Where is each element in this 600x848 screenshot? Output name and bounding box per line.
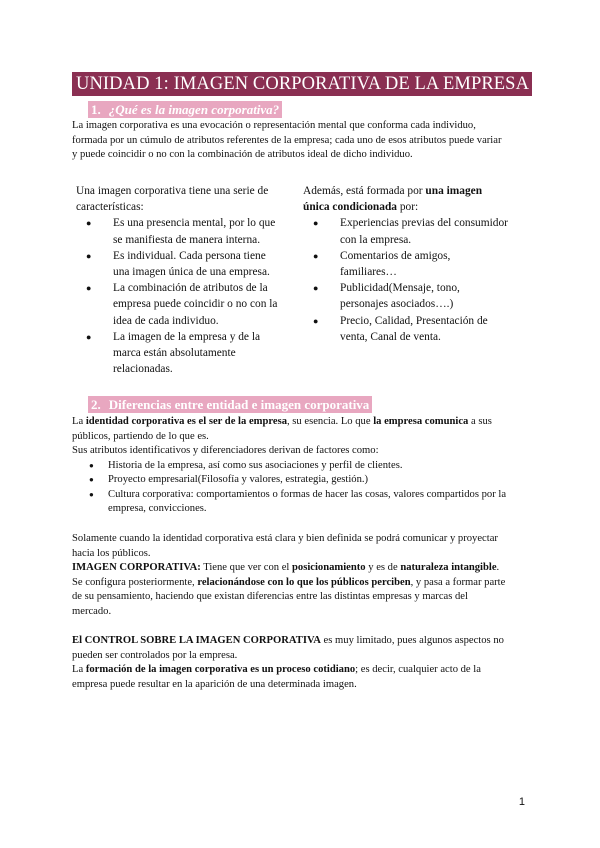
paragraph-line [72, 415, 532, 430]
text-run: , y pasa a formar parte [410, 576, 506, 588]
text-run: y es de [365, 562, 401, 573]
list-item [303, 280, 508, 312]
list-item [303, 215, 508, 247]
text-run: es muy limitado, pues algunos aspectos no [320, 635, 504, 646]
section-1-intro [72, 119, 532, 163]
text-run: a sus [468, 416, 492, 427]
paragraph-line: de su pensamiento, haciendo que existan diferencias entre las distintas empresas y marcas del [72, 591, 468, 602]
identity-paragraph [72, 415, 532, 517]
list-item-line: ● Publicidad(Mensaje, tono, [340, 282, 460, 295]
paragraph-line: Solamente cuando la identidad corporativa está clara y bien definida se podrá comunicar y proyectar [72, 533, 498, 544]
list-item-line: ● Proyecto empresarial(Filosofía y valores, estrategia, gestión.) [108, 474, 369, 485]
list-item-line: familiares… [340, 266, 397, 279]
list-item-line: marca están absolutamente [113, 347, 236, 360]
paragraph-line: empresa puede resultar en la aparición de una determinada imagen. [72, 678, 357, 690]
paragraph-line [72, 561, 532, 576]
list-item [303, 248, 508, 280]
text-run: ; es decir, cualquier acto de la [355, 664, 481, 675]
paragraph-line: públicos, partiendo de lo que es. [72, 430, 209, 442]
text-run: La [72, 664, 86, 675]
paragraph-line [72, 663, 532, 678]
text-run: . [496, 562, 500, 573]
list-item [72, 459, 532, 474]
control-paragraph [72, 634, 532, 692]
paragraph-line: Sus atributos identificativos y diferenciadores derivan de factores como: [72, 445, 379, 456]
list-item-line: personajes asociados….) [340, 298, 454, 311]
intro-line: y puede coincidir o no con la combinación de atributos ideal de dicho individuo. [72, 149, 413, 160]
list-item-line: ● Historia de la empresa, así como sus asociaciones y perfil de clientes. [108, 459, 403, 471]
paragraph-line [72, 634, 532, 649]
bold-run: identidad corporativa es el ser de la empresa [85, 416, 287, 427]
list-item-line: idea de cada individuo. [113, 314, 219, 327]
paragraph-line: pueden ser controlados por la empresa. [72, 649, 238, 661]
factors-list [72, 459, 532, 517]
column-lead [303, 199, 508, 215]
list-item [76, 215, 277, 247]
list-item [76, 329, 277, 378]
column-lead: características: [76, 201, 144, 214]
section-2-heading-text: Diferencias entre entidad e imagen corporativa [108, 397, 370, 412]
lead-prefix: Además, está formada por [303, 185, 426, 197]
bold-run: la empresa comunica [373, 416, 469, 427]
list-item-line: ● Precio, Calidad, Presentación de [340, 314, 488, 327]
paragraph-line [72, 576, 532, 591]
list-item-line: ● Es una presencia mental, por lo que [113, 217, 276, 230]
page-number: 1 [518, 796, 525, 808]
list-item-line: con la empresa. [340, 233, 412, 246]
bold-run: relacionándose con lo que los públicos perciben [197, 576, 411, 588]
list-item-line: ● Es individual. Cada persona tiene [113, 249, 266, 262]
list-item-line: empresa, convicciones. [108, 503, 207, 514]
column-lead [303, 183, 508, 199]
list-item-line: venta, Canal de venta. [340, 330, 441, 343]
section-1-number: 1. [91, 102, 101, 117]
list-item [76, 248, 277, 280]
column-lead: Una imagen corporativa tiene una serie de [76, 185, 269, 197]
bold-run: formación de la imagen corporativa es un proceso cotidiano [85, 664, 356, 675]
list-item [76, 280, 277, 329]
lead-suffix: por: [397, 201, 419, 214]
list-item [72, 473, 532, 488]
list-item-line: ● Comentarios de amigos, [340, 249, 451, 262]
bold-run: El CONTROL SOBRE LA IMAGEN CORPORATIVA [72, 635, 321, 646]
list-item-line: empresa puede coincidir o no con la [113, 298, 278, 311]
unit-title: UNIDAD 1: IMAGEN CORPORATIVA DE LA EMPRESA [72, 72, 532, 96]
list-item-line: relacionadas. [113, 363, 173, 376]
list-item [303, 313, 508, 345]
text-run: La [72, 416, 86, 427]
list-item [72, 488, 532, 517]
section-1-heading [88, 101, 282, 118]
characteristics-column [76, 183, 277, 377]
text-run: Se configura posteriormente, [72, 576, 198, 588]
list-item-line: ● La combinación de atributos de la [113, 282, 268, 295]
section-1-heading-text: ¿Qué es la imagen corporativa? [108, 102, 280, 117]
section-2-number: 2. [91, 397, 101, 412]
bold-run: naturaleza intangible [400, 562, 497, 573]
bold-run: IMAGEN CORPORATIVA: [72, 562, 201, 573]
paragraph-line: hacia los públicos. [72, 547, 151, 559]
list-item-line: ● La imagen de la empresa y de la [113, 330, 261, 343]
intro-line: formada por un cúmulo de atributos referentes de la empresa; cada uno de esos atributos puede variar [72, 134, 502, 146]
list-item-line: se manifiesta de manera interna. [113, 233, 261, 246]
lead-bold: una imagen [425, 185, 483, 197]
list-item-line: ● Experiencias previas del consumidor [340, 217, 508, 230]
conditions-column [303, 183, 508, 345]
bold-run: posicionamiento [292, 562, 366, 573]
text-run: , su esencia. Lo que [287, 416, 374, 427]
intro-line: La imagen corporativa es una evocación o representación mental que conforma cada individuo, [72, 120, 476, 131]
list-item-line: ● Cultura corporativa: comportamientos o formas de hacer las cosas, valores compartidos por la [108, 488, 507, 500]
paragraph-line: mercado. [72, 605, 112, 617]
image-paragraph [72, 532, 532, 619]
list-item-line: una imagen única de una empresa. [113, 266, 270, 279]
text-run: Tiene que ver con el [200, 562, 293, 573]
lead-bold: única condicionada [303, 201, 397, 214]
section-2-heading [88, 396, 372, 413]
